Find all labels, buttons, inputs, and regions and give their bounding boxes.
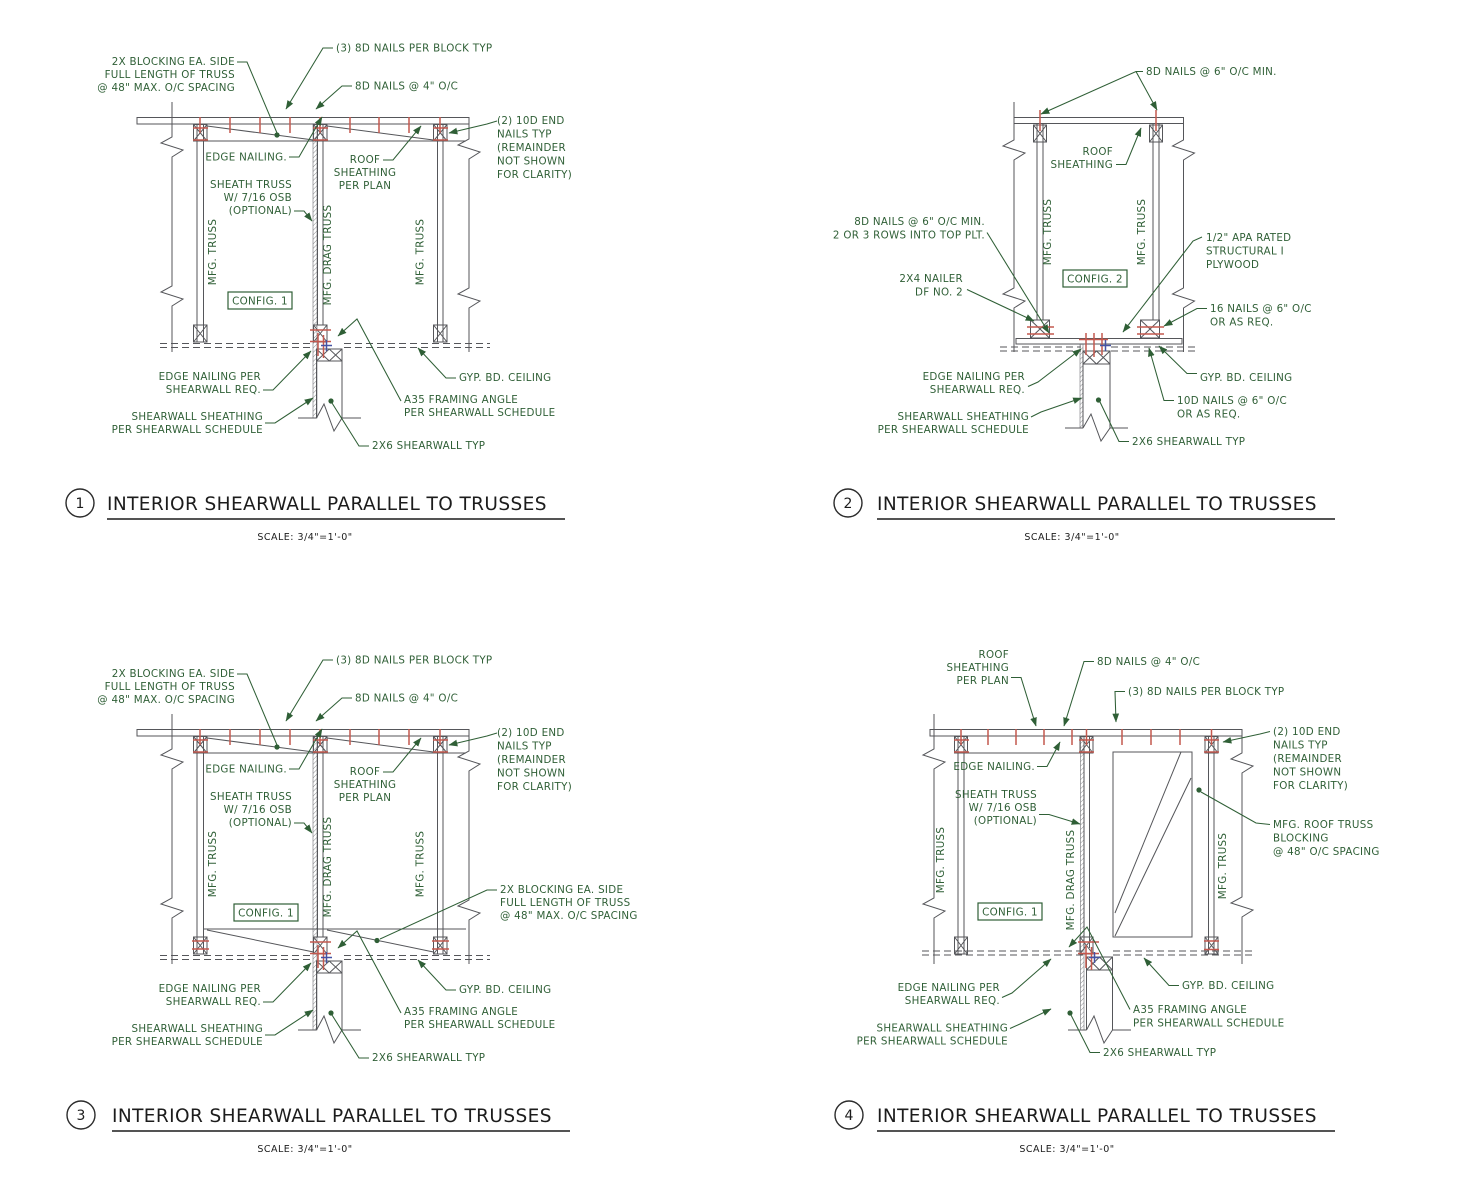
- d2-xx-blocking-box: [1083, 351, 1110, 364]
- d4-leader-gyp: [1144, 958, 1179, 986]
- d3-leader-blocking: [237, 674, 277, 745]
- d3-callout-endnails-l3: (REMAINDER: [497, 754, 566, 766]
- d2-callout-nailer-l2: DF NO. 2: [914, 286, 963, 299]
- d4-callout-edgeper-l1: EDGE NAILING PER: [897, 982, 1000, 994]
- d1-config-label: CONFIG. 1: [232, 295, 288, 308]
- d1-callout-gyp: GYP. BD. CEILING: [459, 372, 552, 384]
- d4-label-mfg-drag-truss: MFG. DRAG TRUSS: [1065, 829, 1077, 931]
- d2-leader-apa: [1123, 237, 1202, 332]
- d3-leader-swsheath: [265, 1010, 313, 1035]
- d3-callout-sheath-l1: SHEATH TRUSS: [210, 791, 292, 803]
- d3-callout-roof-l1: ROOF: [349, 766, 381, 778]
- d4-title: INTERIOR SHEARWALL PARALLEL TO TRUSSES: [877, 1106, 1317, 1127]
- d2-callout-apa-l1: 1/2" APA RATED: [1206, 232, 1292, 244]
- d4-callout-a35-l1: A35 FRAMING ANGLE: [1133, 1004, 1248, 1016]
- d3-title: INTERIOR SHEARWALL PARALLEL TO TRUSSES: [112, 1106, 552, 1127]
- d4-leader-sheath: [1039, 815, 1080, 825]
- d1-leader-nails4: [316, 86, 352, 109]
- d4-label-mfg-truss-right: MFG. TRUSS: [1217, 832, 1229, 900]
- d3-label-mfg-truss-left: MFG. TRUSS: [207, 830, 219, 898]
- d1-callout-sheath-l3: (OPTIONAL): [228, 205, 292, 217]
- d1-callout-swsheath-l1: SHEARWALL SHEATHING: [131, 411, 263, 423]
- detail-1: [66, 43, 572, 544]
- d2-callout-n16-l2: OR AS REQ.: [1210, 316, 1274, 329]
- d3-callout-endnails-l1: (2) 10D END: [497, 727, 565, 739]
- d3-leader-endnails: [449, 733, 497, 745]
- d3-callout-sw: 2X6 SHEARWALL TYP: [372, 1052, 486, 1064]
- d3-callout-blocking-right-l1: 2X BLOCKING EA. SIDE: [500, 884, 624, 896]
- d4-scale: SCALE: 3/4"=1'-0": [1019, 1144, 1115, 1155]
- d2-callout-swsheath-l2: PER SHEARWALL SCHEDULE: [877, 424, 1029, 436]
- d3-roof-sheathing-band: [137, 730, 469, 737]
- d4-roof-truss-blocking-panel: [1113, 752, 1192, 937]
- d1-shearwall-lines: [298, 361, 361, 431]
- d2-callout-n16-l1: 16 NAILS @ 6" O/C: [1210, 303, 1312, 315]
- d1-callout-blocking-l3: @ 48" MAX. O/C SPACING: [97, 82, 235, 94]
- d4-callout-mfgroof-l1: MFG. ROOF TRUSS: [1273, 819, 1374, 831]
- d4-shearwall-lines: [1068, 970, 1131, 1043]
- d4-anchor-dot-sw: [1067, 1010, 1072, 1015]
- d1-callout-blocking-l1: 2X BLOCKING EA. SIDE: [111, 56, 235, 68]
- d4-label-mfg-truss-left: MFG. TRUSS: [935, 826, 947, 894]
- d1-roof-sheathing-band: [137, 118, 469, 125]
- d3-callout-endnails-l4: NOT SHOWN: [497, 767, 566, 780]
- d2-callout-edgeper-l2: SHEARWALL REQ.: [929, 384, 1025, 396]
- d4-leader-roof: [1011, 678, 1036, 727]
- d4-leader-edgeper: [1002, 959, 1051, 998]
- d3-leader-nails4: [316, 698, 352, 721]
- d1-callout-roof-l2: SHEATHING: [333, 167, 397, 179]
- d2-callout-sw: 2X6 SHEARWALL TYP: [1132, 436, 1246, 448]
- d1-callout-sheath-l2: W/ 7/16 OSB: [223, 192, 292, 204]
- d4-callout-sheath-l1: SHEATH TRUSS: [955, 789, 1037, 801]
- d4-drag-truss-osb-strip: [1081, 736, 1085, 1030]
- d4-callout-endnails-l3: (REMAINDER: [1273, 753, 1342, 765]
- d3-label-mfg-drag-truss: MFG. DRAG TRUSS: [322, 816, 334, 918]
- d4-leader-nails-block: [1115, 692, 1125, 723]
- d3-callout-a35-l1: A35 FRAMING ANGLE: [404, 1006, 519, 1018]
- d1-label-mfg-drag-truss: MFG. DRAG TRUSS: [322, 204, 334, 306]
- d1-callout-swsheath-l2: PER SHEARWALL SCHEDULE: [111, 424, 263, 436]
- d1-detail-number: 1: [75, 496, 85, 512]
- d1-callout-endnails-l2: NAILS TYP: [497, 128, 552, 141]
- d3-callout-blocking-l3: @ 48" MAX. O/C SPACING: [97, 694, 235, 706]
- d3-config-label: CONFIG. 1: [238, 907, 294, 920]
- d1-leader-endnails: [449, 121, 497, 133]
- d1-leader-roof: [383, 126, 421, 160]
- d1-xx-blocking-box: [317, 349, 343, 361]
- d4-leader-edge: [1037, 742, 1060, 767]
- d2-callout-n10d-l1: 10D NAILS @ 6" O/C: [1177, 395, 1287, 407]
- d1-callout-endnails-l3: (REMAINDER: [497, 142, 566, 154]
- d2-leader-gyp: [1159, 346, 1197, 374]
- d4-callout-sheath-l2: W/ 7/16 OSB: [968, 802, 1037, 814]
- d4-leader-nails4: [1064, 662, 1094, 727]
- d3-label-mfg-truss-right: MFG. TRUSS: [414, 830, 427, 898]
- d3-detail-number: 3: [76, 1108, 86, 1124]
- d1-leader-gyp: [418, 348, 456, 378]
- d1-callout-endnails-l5: FOR CLARITY): [497, 169, 573, 181]
- d1-callout-nails4: 8D NAILS @ 4" O/C: [355, 80, 459, 93]
- d2-leader-n10d: [1149, 348, 1174, 401]
- d1-leader-swsheath: [265, 398, 313, 423]
- d3-callout-endnails-l5: FOR CLARITY): [497, 781, 573, 793]
- d1-callout-endnails-l1: (2) 10D END: [497, 115, 565, 127]
- d3-leader-roof: [383, 738, 421, 772]
- d3-callout-roof-l2: SHEATHING: [333, 779, 397, 791]
- d2-leader-top8d-left: [1041, 72, 1143, 115]
- d2-callout-nailer-l1: 2X4 NAILER: [899, 273, 963, 285]
- d1-title: INTERIOR SHEARWALL PARALLEL TO TRUSSES: [107, 494, 547, 515]
- d2-callout-rows-l2: 2 OR 3 ROWS INTO TOP PLT.: [832, 229, 985, 242]
- d2-callout-roof-l1: ROOF: [1082, 146, 1113, 158]
- d3-callout-edgeper-l1: EDGE NAILING PER: [158, 983, 261, 995]
- d3-callout-swsheath-l2: PER SHEARWALL SCHEDULE: [111, 1036, 263, 1048]
- d3-leader-edgeper: [263, 963, 311, 1002]
- d1-callout-blocking-l2: FULL LENGTH OF TRUSS: [104, 69, 235, 81]
- d3-leader-sheath: [294, 823, 312, 833]
- d4-callout-roof-l1: ROOF: [978, 649, 1009, 661]
- d4-leader-endnails: [1223, 732, 1270, 743]
- d4-callout-edgeper-l2: SHEARWALL REQ.: [904, 995, 1000, 1007]
- d3-callout-roof-l3: PER PLAN: [338, 792, 392, 804]
- d3-callout-blocking-l1: 2X BLOCKING EA. SIDE: [111, 668, 235, 680]
- d4-config-label: CONFIG. 1: [982, 906, 1038, 919]
- d4-callout-endnails-l4: NOT SHOWN: [1273, 766, 1342, 779]
- d3-callout-blocking-l2: FULL LENGTH OF TRUSS: [104, 681, 235, 693]
- d4-callout-edge: EDGE NAILING.: [953, 761, 1035, 773]
- d3-callout-a35-l2: PER SHEARWALL SCHEDULE: [404, 1019, 556, 1031]
- d2-callout-apa-l3: PLYWOOD: [1206, 259, 1260, 271]
- d3-callout-swsheath-l1: SHEARWALL SHEATHING: [131, 1023, 263, 1035]
- d1-leader-a35: [338, 319, 401, 401]
- d4-callout-roof-l3: PER PLAN: [956, 675, 1009, 687]
- d2-leader-nailer: [967, 290, 1034, 322]
- d4-callout-roof-l2: SHEATHING: [946, 662, 1009, 674]
- d1-callout-nails-block: (3) 8D NAILS PER BLOCK TYP: [336, 42, 493, 55]
- d1-callout-sw: 2X6 SHEARWALL TYP: [372, 440, 486, 452]
- d4-callout-nails-block: (3) 8D NAILS PER BLOCK TYP: [1128, 686, 1285, 698]
- d1-anchor-dot-sw: [328, 398, 333, 403]
- d2-anchor-dot-sw: [1096, 397, 1101, 402]
- d1-callout-a35-l1: A35 FRAMING ANGLE: [404, 394, 519, 406]
- d2-outer-break-lines: [1003, 102, 1195, 352]
- d4-callout-nails4: 8D NAILS @ 4" O/C: [1097, 656, 1201, 668]
- d3-callout-nails4: 8D NAILS @ 4" O/C: [355, 692, 459, 705]
- d3-shearwall-lines: [298, 973, 361, 1043]
- d1-anchor-dot-blocking: [274, 132, 279, 137]
- d3-callout-nails-block: (3) 8D NAILS PER BLOCK TYP: [336, 654, 493, 667]
- d4-callout-swsheath-l2: PER SHEARWALL SCHEDULE: [856, 1035, 1008, 1048]
- d2-callout-top8d: 8D NAILS @ 6" O/C MIN.: [1146, 66, 1277, 78]
- detail-4: [835, 649, 1380, 1155]
- d4-callout-sw: 2X6 SHEARWALL TYP: [1103, 1047, 1217, 1059]
- d1-callout-sheath-l1: SHEATH TRUSS: [210, 179, 292, 191]
- d2-leader-edgeper: [1028, 349, 1081, 387]
- d2-callout-n10d-l2: OR AS REQ.: [1177, 408, 1241, 421]
- d2-callout-gyp: GYP. BD. CEILING: [1200, 372, 1293, 384]
- d3-xx-blocking-box: [317, 961, 343, 973]
- d4-callout-gyp: GYP. BD. CEILING: [1182, 980, 1275, 992]
- d4-anchor-dot-mfgroof: [1196, 787, 1201, 792]
- d3-callout-endnails-l2: NAILS TYP: [497, 740, 552, 753]
- d1-callout-roof-l3: PER PLAN: [338, 180, 392, 192]
- d2-callout-swsheath-l1: SHEARWALL SHEATHING: [897, 411, 1029, 423]
- d4-leader-a35: [1069, 927, 1130, 1010]
- d2-callout-roof-l2: SHEATHING: [1050, 159, 1113, 171]
- d1-leader-sheath: [294, 211, 312, 221]
- d1-leader-edgeper: [263, 351, 311, 390]
- d2-gyp-ceiling-dashes: [1000, 347, 1196, 351]
- d4-callout-mfgroof-l2: BLOCKING: [1273, 832, 1329, 845]
- d1-callout-edgeper-l1: EDGE NAILING PER: [158, 371, 261, 383]
- d3-anchor-dot-blocking: [274, 744, 279, 749]
- d3-leader-gyp: [418, 960, 456, 990]
- d3-callout-sheath-l3: (OPTIONAL): [228, 817, 292, 829]
- d2-leader-rows: [987, 233, 1049, 334]
- d4-detail-number: 4: [844, 1108, 854, 1124]
- d1-leader-blocking: [237, 62, 277, 133]
- d3-leader-blocking-right: [380, 890, 497, 939]
- d4-callout-endnails-l2: NAILS TYP: [1273, 739, 1328, 752]
- detail-2: [833, 66, 1335, 543]
- d3-callout-blocking-right-l2: FULL LENGTH OF TRUSS: [500, 897, 631, 909]
- d1-callout-edgeper-l2: SHEARWALL REQ.: [165, 384, 261, 396]
- d3-callout-sheath-l2: W/ 7/16 OSB: [223, 804, 292, 816]
- d2-label-mfg-truss-right: MFG. TRUSS: [1136, 198, 1148, 266]
- d2-callout-edgeper-l1: EDGE NAILING PER: [922, 371, 1025, 383]
- d1-callout-edge: EDGE NAILING.: [205, 151, 287, 164]
- d3-anchor-dot-sw: [328, 1010, 333, 1015]
- d3-callout-gyp: GYP. BD. CEILING: [459, 984, 552, 996]
- d3-callout-blocking-right-l3: @ 48" MAX. O/C SPACING: [500, 910, 638, 922]
- d2-callout-apa-l2: STRUCTURAL I: [1206, 245, 1284, 258]
- d2-shearwall-lines: [1065, 364, 1128, 441]
- detail-3: [67, 655, 638, 1156]
- d1-callout-endnails-l4: NOT SHOWN: [497, 155, 566, 168]
- d2-leader-roof: [1116, 128, 1141, 165]
- d2-label-mfg-truss-left: MFG. TRUSS: [1042, 198, 1054, 266]
- d1-callout-roof-l1: ROOF: [349, 154, 381, 166]
- d2-callout-rows-l1: 8D NAILS @ 6" O/C MIN.: [854, 216, 985, 228]
- d3-anchor-dot-blocking-right: [374, 938, 379, 943]
- d2-leader-n16: [1164, 309, 1207, 327]
- d1-label-mfg-truss-right: MFG. TRUSS: [414, 218, 427, 286]
- d4-callout-mfgroof-l3: @ 48" O/C SPACING: [1273, 846, 1380, 858]
- d2-scale: SCALE: 3/4"=1'-0": [1024, 532, 1120, 543]
- d4-leader-swsheath: [1010, 1009, 1051, 1029]
- d3-scale: SCALE: 3/4"=1'-0": [257, 1144, 353, 1155]
- d4-callout-endnails-l5: FOR CLARITY): [1273, 780, 1349, 792]
- d3-callout-edge: EDGE NAILING.: [205, 763, 287, 776]
- d2-config-label: CONFIG. 2: [1067, 273, 1123, 286]
- d3-callout-edgeper-l2: SHEARWALL REQ.: [165, 996, 261, 1008]
- d4-callout-sheath-l3: (OPTIONAL): [973, 815, 1037, 827]
- d4-leader-mfgroof: [1201, 792, 1270, 825]
- d1-label-mfg-truss-left: MFG. TRUSS: [207, 218, 219, 286]
- d1-scale: SCALE: 3/4"=1'-0": [257, 532, 353, 543]
- d2-detail-number: 2: [843, 496, 853, 512]
- d4-callout-swsheath-l1: SHEARWALL SHEATHING: [876, 1022, 1008, 1035]
- d2-leader-swsheath: [1031, 398, 1082, 417]
- d4-callout-a35-l2: PER SHEARWALL SCHEDULE: [1133, 1017, 1285, 1030]
- d1-callout-a35-l2: PER SHEARWALL SCHEDULE: [404, 407, 556, 419]
- d2-title: INTERIOR SHEARWALL PARALLEL TO TRUSSES: [877, 494, 1317, 515]
- d4-callout-endnails-l1: (2) 10D END: [1273, 726, 1341, 738]
